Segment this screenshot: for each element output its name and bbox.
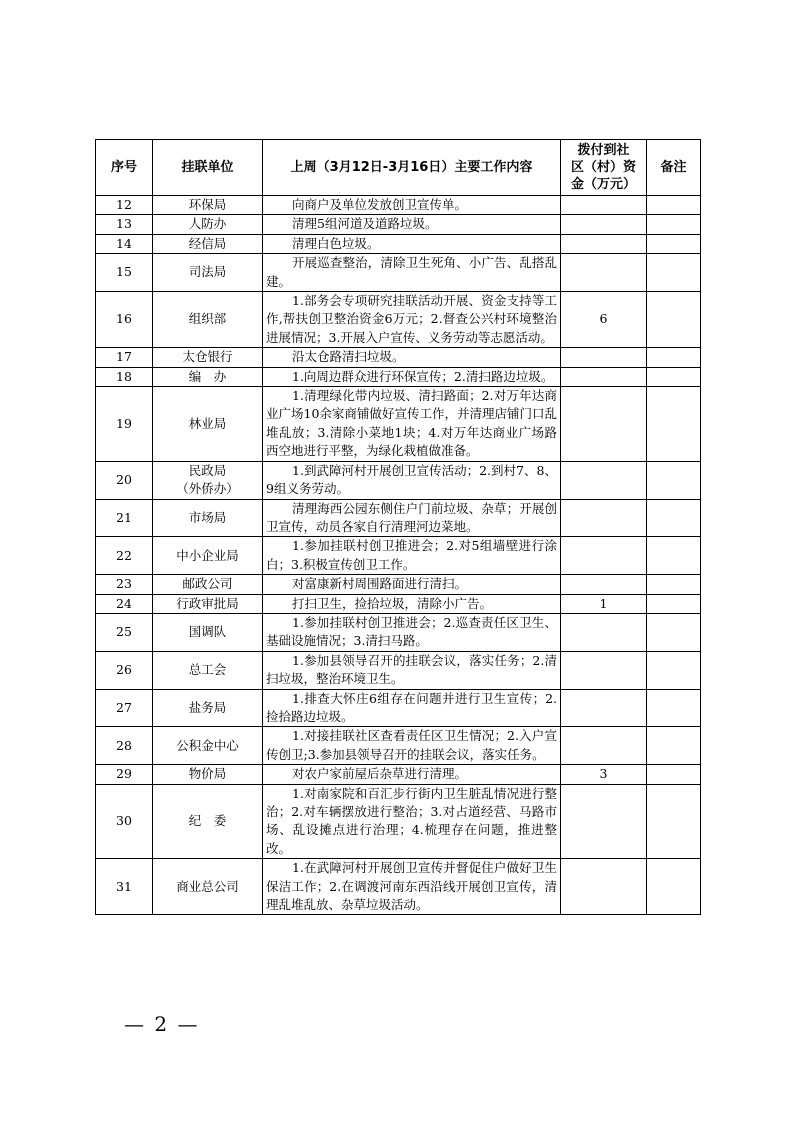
work-content-cell	[263, 292, 561, 348]
work-content: 对富康新村周围路面进行清扫。	[292, 576, 468, 592]
work-content-cell	[263, 689, 561, 727]
unit-cell	[153, 765, 263, 784]
table-row	[96, 499, 701, 537]
fund-amount	[561, 613, 647, 651]
table-row	[96, 292, 701, 348]
work-content-cell	[263, 499, 561, 537]
fund-amount: 6	[561, 292, 647, 348]
row-number: 28	[96, 727, 153, 765]
work-content: 1.清理绿化带内垃圾、清扫路面；2.对万年达商业广场10余家商铺做好宣传工作，并清理店铺门口乱堆乱放；3.清除小菜地1块；4.对万年达商业广场路西空地进行平整，为绿化栽植做准备。	[266, 388, 557, 459]
table-row	[96, 215, 701, 234]
unit-cell	[153, 254, 263, 292]
work-content: 1.对南家院和百汇步行街内卫生脏乱情况进行整治；2.对车辆摆放进行整治；3.对占道经营、马路市场、乱设摊点进行治理；4.梳理存在问题，推进整改。	[266, 785, 557, 856]
unit-name: 林业局	[188, 415, 227, 431]
work-content-cell	[263, 254, 561, 292]
unit-name: 行政审批局	[176, 595, 239, 611]
work-content: 1.参加挂联村创卫推进会；2.对5组墙壁进行涂白；3.积极宣传创卫工作。	[266, 538, 557, 572]
remark-cell	[647, 765, 701, 784]
table-row	[96, 784, 701, 859]
work-content-cell	[263, 859, 561, 915]
table-row	[96, 234, 701, 253]
table-row	[96, 613, 701, 651]
row-number: 23	[96, 575, 153, 594]
unit-cell	[153, 784, 263, 859]
fund-amount	[561, 784, 647, 859]
unit-name: 公积金中心	[176, 737, 239, 753]
unit-name: 总工会	[188, 661, 227, 677]
table-body	[96, 196, 701, 915]
fund-amount	[561, 651, 647, 689]
row-number: 20	[96, 461, 153, 499]
work-content-cell	[263, 196, 561, 215]
unit-cell	[153, 537, 263, 575]
unit-name: 盐务局	[188, 699, 227, 715]
work-content-cell	[263, 215, 561, 234]
work-content-cell	[263, 234, 561, 253]
unit-cell	[153, 689, 263, 727]
table-row	[96, 575, 701, 594]
remark-cell	[647, 348, 701, 367]
work-content: 1.参加县领导召开的挂联会议，落实任务；2.清扫垃圾，整治环境卫生。	[266, 652, 557, 687]
remark-cell	[647, 367, 701, 386]
row-number: 13	[96, 215, 153, 234]
header-fund-line: 金（万元）	[570, 177, 636, 192]
row-number: 27	[96, 689, 153, 727]
unit-name: 环保局	[188, 197, 227, 212]
work-content-cell	[263, 765, 561, 784]
header-no: 序号	[96, 140, 153, 196]
table-row	[96, 461, 701, 499]
fund-amount	[561, 689, 647, 727]
remark-cell	[647, 387, 701, 462]
remark-cell	[647, 234, 701, 253]
table-row	[96, 348, 701, 367]
table-row	[96, 651, 701, 689]
header-content: 上周（3月12日-3月16日）主要工作内容	[263, 140, 561, 196]
table-row	[96, 537, 701, 575]
fund-amount: 3	[561, 765, 647, 784]
remark-cell	[647, 651, 701, 689]
table-row	[96, 727, 701, 765]
unit-cell	[153, 727, 263, 765]
fund-amount	[561, 727, 647, 765]
remark-cell	[647, 499, 701, 537]
unit-name: 编 办	[188, 368, 227, 384]
unit-cell	[153, 367, 263, 386]
unit-cell	[153, 613, 263, 651]
unit-name: 民政局	[188, 462, 227, 478]
unit-name: 组织部	[188, 311, 227, 327]
row-number: 15	[96, 254, 153, 292]
fund-amount	[561, 367, 647, 386]
remark-cell	[647, 727, 701, 765]
row-number: 25	[96, 613, 153, 651]
fund-amount	[561, 499, 647, 537]
row-number: 24	[96, 594, 153, 613]
table-row	[96, 689, 701, 727]
header-remark: 备注	[647, 140, 701, 196]
table-row	[96, 367, 701, 386]
unit-name: 纪 委	[188, 813, 227, 829]
fund-amount	[561, 575, 647, 594]
unit-name: 物价局	[188, 766, 227, 782]
remark-cell	[647, 292, 701, 348]
unit-name: 经信局	[188, 235, 227, 251]
work-content-cell	[263, 727, 561, 765]
work-content-cell	[263, 461, 561, 499]
fund-amount	[561, 537, 647, 575]
unit-cell	[153, 575, 263, 594]
fund-amount: 1	[561, 594, 647, 613]
header-fund-line: 区（村）资	[570, 160, 636, 175]
unit-name: 商业总公司	[176, 878, 239, 894]
table-row	[96, 859, 701, 915]
remark-cell	[647, 196, 701, 215]
unit-name: 司法局	[188, 264, 227, 280]
remark-cell	[647, 537, 701, 575]
remark-cell	[647, 689, 701, 727]
row-number: 12	[96, 196, 153, 215]
work-content-cell	[263, 387, 561, 462]
unit-cell	[153, 387, 263, 462]
work-content: 1.排查大怀庄6组存在问题并进行卫生宣传；2.捡拾路边垃圾。	[266, 690, 557, 724]
work-report-table	[95, 139, 701, 915]
table-row	[96, 594, 701, 613]
unit-cell	[153, 651, 263, 689]
remark-cell	[647, 784, 701, 859]
row-number: 14	[96, 234, 153, 253]
table-row	[96, 196, 701, 215]
unit-cell	[153, 859, 263, 915]
table-row	[96, 387, 701, 462]
page-number: — 2 —	[124, 1012, 200, 1036]
row-number: 30	[96, 784, 153, 859]
work-content: 开展巡查整治，清除卫生死角、小广告、乱搭乱建。	[266, 255, 557, 289]
unit-name: （外侨办）	[176, 481, 239, 497]
fund-amount	[561, 461, 647, 499]
work-content: 1.部务会专项研究挂联活动开展、资金支持等工作,帮扶创卫整治资金6万元；2.督查公兴村环境整治进展情况；3.开展入户宣传、义务劳动等志愿活动。	[266, 293, 557, 345]
work-content-cell	[263, 613, 561, 651]
work-content-cell	[263, 594, 561, 613]
header-unit: 挂联单位	[153, 140, 263, 196]
row-number: 17	[96, 348, 153, 367]
table-row	[96, 254, 701, 292]
unit-name: 邮政公司	[182, 576, 233, 592]
work-content: 沿太仓路清扫垃圾。	[292, 349, 405, 365]
unit-name: 人防办	[188, 216, 227, 232]
work-content-cell	[263, 348, 561, 367]
remark-cell	[647, 613, 701, 651]
unit-cell	[153, 215, 263, 234]
unit-cell	[153, 461, 263, 499]
unit-cell	[153, 348, 263, 367]
work-content: 1.向周边群众进行环保宣传；2.清扫路边垃圾。	[292, 368, 554, 384]
unit-name: 国调队	[188, 624, 227, 640]
table-row	[96, 765, 701, 784]
remark-cell	[647, 461, 701, 499]
fund-amount	[561, 254, 647, 292]
work-content-cell	[263, 651, 561, 689]
row-number: 16	[96, 292, 153, 348]
unit-name: 市场局	[188, 509, 227, 525]
row-number: 26	[96, 651, 153, 689]
row-number: 31	[96, 859, 153, 915]
remark-cell	[647, 594, 701, 613]
unit-cell	[153, 499, 263, 537]
row-number: 21	[96, 499, 153, 537]
unit-name: 太仓银行	[182, 349, 233, 365]
work-content: 清理白色垃圾。	[292, 235, 380, 251]
unit-name: 中小企业局	[176, 547, 239, 563]
work-content-cell	[263, 575, 561, 594]
remark-cell	[647, 254, 701, 292]
unit-cell	[153, 196, 263, 215]
remark-cell	[647, 575, 701, 594]
row-number: 19	[96, 387, 153, 462]
fund-amount	[561, 387, 647, 462]
row-number: 29	[96, 765, 153, 784]
fund-amount	[561, 234, 647, 253]
work-content-cell	[263, 537, 561, 575]
work-content: 1.在武障河村开展创卫宣传并督促住户做好卫生保洁工作；2.在调渡河南东西沿线开展创卫宣传，清理乱堆乱放、杂草垃圾活动。	[266, 860, 557, 913]
header-fund-line: 拨付到社	[577, 143, 630, 158]
fund-amount	[561, 348, 647, 367]
work-content: 对农户家前屋后杂草进行清理。	[292, 766, 468, 782]
work-content-cell	[263, 784, 561, 859]
work-content: 向商户及单位发放创卫宣传单。	[292, 197, 468, 212]
table-header-row	[96, 140, 701, 196]
work-content: 1.到武障河村开展创卫宣传活动；2.到村7、8、9组义务劳动。	[266, 462, 557, 497]
fund-amount	[561, 196, 647, 215]
remark-cell	[647, 215, 701, 234]
work-content: 清理海西公园东侧住户门前垃圾、杂草；开展创卫宣传，动员各家自行清理河边菜地。	[266, 500, 557, 534]
remark-cell	[647, 859, 701, 915]
row-number: 18	[96, 367, 153, 386]
work-content: 打扫卫生，捡拾垃圾，清除小广告。	[292, 595, 493, 611]
fund-amount	[561, 859, 647, 915]
work-content-cell	[263, 367, 561, 386]
work-content: 清理5组河道及道路垃圾。	[292, 216, 438, 232]
fund-amount	[561, 215, 647, 234]
work-content: 1.参加挂联村创卫推进会；2.巡查责任区卫生、基础设施情况；3.清扫马路。	[266, 614, 557, 649]
header-fund	[561, 140, 647, 196]
unit-cell	[153, 234, 263, 253]
unit-cell	[153, 594, 263, 613]
work-content: 1.对接挂联社区查看责任区卫生情况；2.入户宣传创卫;3.参加县领导召开的挂联会议，落实任务。	[266, 728, 557, 762]
unit-cell	[153, 292, 263, 348]
row-number: 22	[96, 537, 153, 575]
